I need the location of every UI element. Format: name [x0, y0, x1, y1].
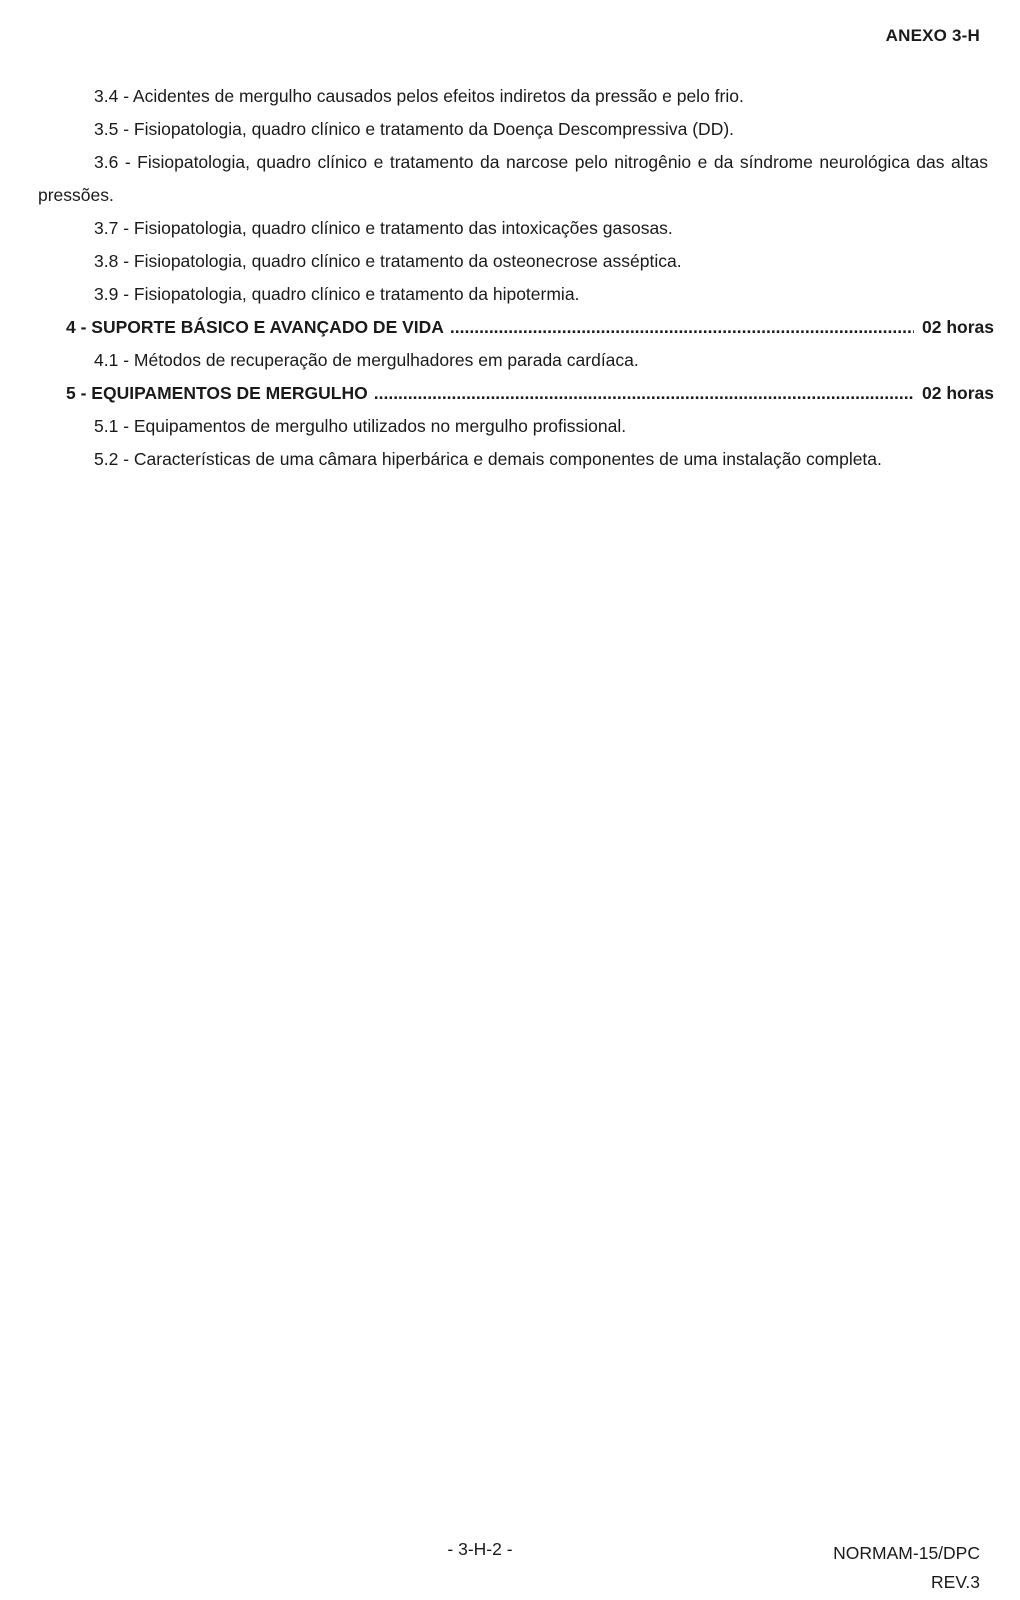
list-item-3-5: 3.5 - Fisiopatologia, quadro clínico e tratamento da Doença Descompressiva (DD). [94, 119, 735, 139]
list-item-3-4: 3.4 - Acidentes de mergulho causados pelos efeitos indiretos da pressão e pelo frio. [94, 86, 744, 106]
document-body [38, 80, 994, 476]
section-5-title: 5 - EQUIPAMENTOS DE MERGULHO [66, 383, 368, 403]
dot-leader [450, 311, 914, 344]
dot-leader [374, 377, 914, 410]
list-item-5-2: 5.2 - Características de uma câmara hiperbárica e demais componentes de uma instalação completa. [94, 449, 882, 469]
section-4-heading [38, 311, 994, 344]
list-item-3-7: 3.7 - Fisiopatologia, quadro clínico e tratamento das intoxicações gasosas. [94, 218, 673, 238]
list-item-4-1: 4.1 - Métodos de recuperação de mergulhadores em parada cardíaca. [94, 350, 639, 370]
section-4-hours: 02 horas [922, 317, 994, 337]
section-5-hours: 02 horas [922, 383, 994, 403]
page-number: - 3-H-2 - [447, 1539, 513, 1559]
list-item-3-6: 3.6 - Fisiopatologia, quadro clínico e tratamento da narcose pelo nitrogênio e da síndrome neurológica das altas pressões. [38, 152, 988, 205]
document-footer [833, 1539, 980, 1597]
document-code: NORMAM-15/DPC [833, 1543, 980, 1563]
annex-header: ANEXO 3-H [885, 26, 980, 45]
list-item-3-8: 3.8 - Fisiopatologia, quadro clínico e tratamento da osteonecrose asséptica. [94, 251, 682, 271]
revision-label: REV.3 [931, 1572, 980, 1592]
list-item-5-1: 5.1 - Equipamentos de mergulho utilizados no mergulho profissional. [94, 416, 627, 436]
list-item-3-9: 3.9 - Fisiopatologia, quadro clínico e tratamento da hipotermia. [94, 284, 580, 304]
section-4-title: 4 - SUPORTE BÁSICO E AVANÇADO DE VIDA [66, 317, 444, 337]
section-5-heading [38, 377, 994, 410]
